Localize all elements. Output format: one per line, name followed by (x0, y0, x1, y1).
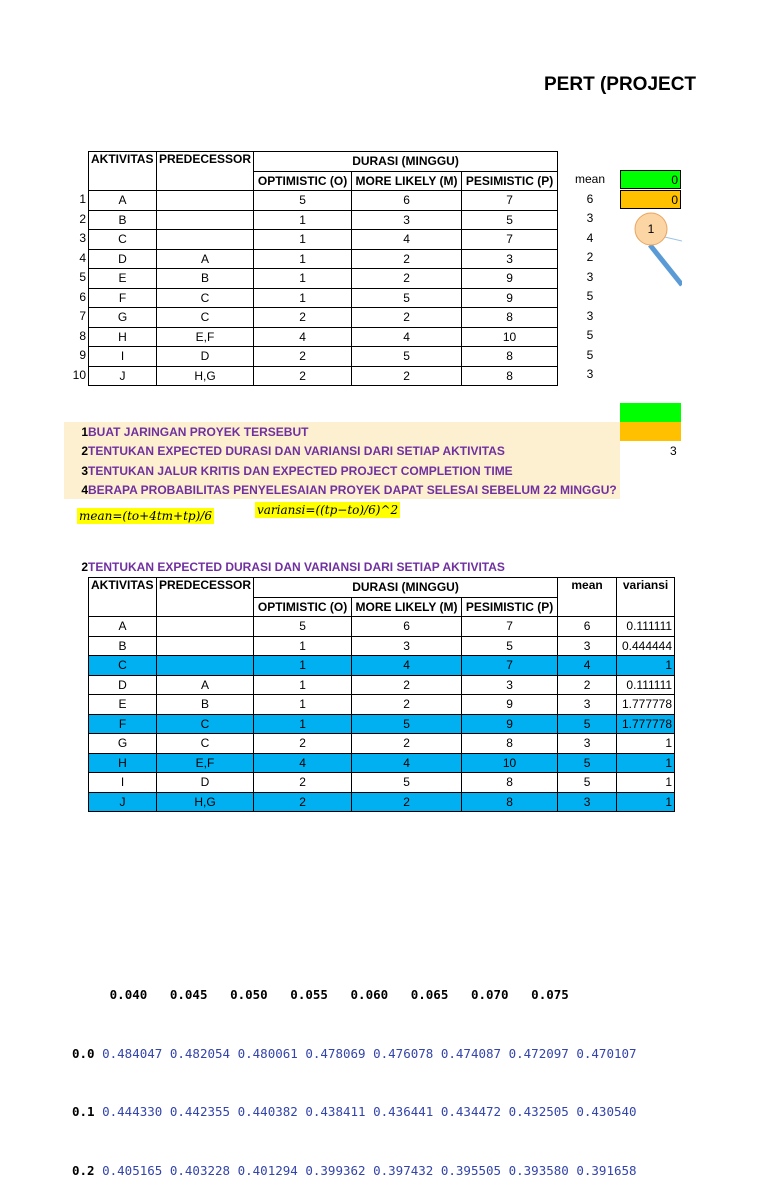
cell-pred: E,F (157, 753, 254, 773)
cell-akt: H (89, 327, 157, 347)
cell-o: 1 (254, 210, 352, 230)
table-row (89, 792, 675, 812)
table-row (89, 695, 675, 715)
table-row (89, 191, 558, 211)
row-number: 7 (79, 309, 86, 323)
cell-p: 9 (462, 269, 558, 289)
variance-table (88, 577, 675, 812)
cell-akt: F (89, 714, 157, 734)
header-predecessor: PREDECESSOR (157, 152, 254, 191)
mean-value: 3 (586, 367, 594, 381)
cell-o: 4 (254, 753, 352, 773)
cell-var: 1 (617, 773, 675, 793)
z-value: 0.436441 (373, 1104, 434, 1119)
cell-o: 5 (254, 191, 352, 211)
header-variansi: variansi (617, 578, 675, 617)
question-text: TENTUKAN EXPECTED DURASI DAN VARIANSI DARI SETIAP AKTIVITAS (88, 444, 505, 458)
table-row (89, 308, 558, 328)
cell-m: 2 (352, 249, 462, 269)
cell-m: 3 (352, 636, 462, 656)
cell-mean: 2 (558, 675, 617, 695)
row-number: 8 (79, 328, 86, 343)
cell-mean: 3 (558, 734, 617, 754)
cell-pred: C (157, 734, 254, 754)
cell-m: 4 (352, 327, 462, 347)
header-aktivitas: AKTIVITAS (89, 578, 157, 617)
question (64, 464, 513, 478)
cell-o: 1 (254, 636, 352, 656)
z-value: 0.393580 (508, 1162, 569, 1178)
table-row (89, 288, 558, 308)
mean-column (570, 170, 610, 385)
question-text: TENTUKAN JALUR KRITIS DAN EXPECTED PROJECT COMPLETION TIME (88, 464, 513, 478)
cell-m: 2 (352, 792, 462, 812)
table-row (89, 656, 675, 676)
cell-o: 1 (254, 249, 352, 269)
cell-p: 10 (462, 753, 558, 773)
normal-col-header: 0.075 (531, 987, 569, 1002)
cell-akt: A (89, 617, 157, 637)
network-diagram (620, 205, 682, 295)
mean-value: 5 (586, 328, 594, 342)
network-arrow (650, 245, 682, 285)
mean-formula: mean=(to+4tm+tp)/6 (79, 509, 212, 523)
normal-col-header: 0.065 (410, 987, 449, 1002)
normal-table-row (72, 1044, 637, 1064)
normal-table-row (72, 1161, 637, 1181)
cell-akt: A (89, 191, 157, 211)
z-label: 0.2 (72, 1162, 95, 1178)
cell-var: 0.444444 (617, 636, 675, 656)
cell-pred: E,F (157, 327, 254, 347)
cell-akt: E (89, 695, 157, 715)
cell-m: 4 (352, 230, 462, 250)
cell-akt: F (89, 288, 157, 308)
row-number: 9 (79, 348, 86, 362)
cell-pred (157, 191, 254, 211)
header-more-likely: MORE LIKELY (M) (352, 597, 462, 617)
header-aktivitas: AKTIVITAS (89, 152, 157, 191)
normal-table (72, 946, 637, 1200)
cell-akt: E (89, 269, 157, 289)
z-value: 0.401294 (237, 1162, 298, 1178)
question-number: 3 (81, 464, 88, 478)
row-numbers (0, 190, 88, 385)
cell-akt: I (89, 347, 157, 367)
cell-pred (157, 617, 254, 637)
normal-col-header: 0.055 (290, 987, 328, 1002)
cell-var: 1 (617, 753, 675, 773)
z-value: 0.403228 (169, 1162, 231, 1178)
cell-mean: 5 (558, 753, 617, 773)
cell-p: 8 (462, 792, 558, 812)
table-row (89, 675, 675, 695)
cell-p: 5 (462, 636, 558, 656)
cell-p: 9 (462, 288, 558, 308)
row-number: 4 (79, 250, 86, 265)
cell-o: 1 (254, 656, 352, 676)
question (64, 444, 505, 458)
cell-var: 0.111111 (617, 617, 675, 637)
cell-o: 4 (254, 327, 352, 347)
cell-pred: B (157, 695, 254, 715)
z-value: 0.434472 (440, 1104, 502, 1119)
header-more-likely: MORE LIKELY (M) (352, 171, 462, 191)
row-number: 2 (79, 211, 86, 226)
cell-mean: 3 (558, 695, 617, 715)
z-value: 0.472097 (508, 1045, 569, 1061)
cell-pred: H,G (157, 366, 254, 386)
cell-o: 5 (254, 617, 352, 637)
z-value: 0.432505 (508, 1104, 569, 1119)
cell-p: 5 (462, 210, 558, 230)
table-row (89, 617, 675, 637)
cell-m: 2 (352, 734, 462, 754)
mean-value: 6 (586, 191, 594, 206)
z-value: 0.391658 (576, 1162, 637, 1178)
cell-pred (157, 656, 254, 676)
mean-value: 4 (586, 230, 594, 245)
network-node-label: 1 (647, 222, 655, 236)
cell-pred: C (157, 288, 254, 308)
table-row (89, 734, 675, 754)
cell-akt: J (89, 366, 157, 386)
cell-akt: H (89, 753, 157, 773)
green-legend (620, 403, 681, 422)
mean-value: 2 (586, 250, 594, 264)
cell-mean: 5 (558, 714, 617, 734)
z-value: 0.438411 (305, 1104, 366, 1119)
table-row (89, 636, 675, 656)
table-row (89, 347, 558, 367)
cell-pred: H,G (157, 792, 254, 812)
cell-o: 2 (254, 792, 352, 812)
cell-akt: I (89, 773, 157, 793)
z-value: 0.395505 (440, 1162, 502, 1178)
z-value: 0.476078 (373, 1045, 434, 1061)
header-pesimistic: PESIMISTIC (P) (462, 597, 558, 617)
z-value: 0.442355 (169, 1104, 231, 1119)
cell-m: 6 (352, 191, 462, 211)
cell-m: 5 (352, 773, 462, 793)
cell-var: 1 (617, 792, 675, 812)
cell-akt: C (89, 656, 157, 676)
header-optimistic: OPTIMISTIC (O) (254, 171, 352, 191)
cell-pred: D (157, 347, 254, 367)
cell-p: 3 (462, 249, 558, 269)
cell-pred: D (157, 773, 254, 793)
cell-akt: B (89, 210, 157, 230)
z-value: 0.470107 (576, 1045, 637, 1061)
cell-mean: 4 (558, 656, 617, 676)
table-row (89, 366, 558, 386)
cell-akt: D (89, 249, 157, 269)
mean-value: 3 (586, 308, 594, 323)
side-number: 3 (670, 444, 677, 458)
cell-var: 1.777778 (617, 695, 675, 715)
z-value: 0.444330 (102, 1104, 163, 1119)
cell-var: 0.111111 (617, 675, 675, 695)
cell-o: 1 (254, 230, 352, 250)
cell-m: 2 (352, 695, 462, 715)
row-number: 6 (79, 289, 86, 304)
table-row (89, 210, 558, 230)
header-durasi: DURASI (MINGGU) (254, 152, 558, 172)
question-text: BERAPA PROBABILITAS PENYELESAIAN PROYEK DAPAT SELESAI SEBELUM 22 MINGGU? (88, 483, 617, 497)
activity-table (88, 151, 558, 386)
z-value: 0.399362 (305, 1162, 366, 1178)
section2-title: TENTUKAN EXPECTED DURASI DAN VARIANSI DARI SETIAP AKTIVITAS (88, 560, 505, 574)
row-number: 3 (79, 231, 86, 245)
row-number: 1 (79, 192, 86, 206)
header-pesimistic: PESIMISTIC (P) (462, 171, 558, 191)
cell-p: 8 (462, 366, 558, 386)
z-value: 0.478069 (305, 1045, 366, 1061)
z-value: 0.397432 (373, 1162, 434, 1178)
cell-pred (157, 230, 254, 250)
normal-col-header: 0.050 (230, 987, 268, 1002)
cell-pred: C (157, 714, 254, 734)
cell-p: 7 (462, 617, 558, 637)
cell-o: 1 (254, 675, 352, 695)
cell-var: 1 (617, 734, 675, 754)
cell-mean: 6 (558, 617, 617, 637)
cell-p: 3 (462, 675, 558, 695)
cell-m: 2 (352, 366, 462, 386)
cell-p: 7 (462, 191, 558, 211)
cell-akt: G (89, 308, 157, 328)
cell-p: 9 (462, 695, 558, 715)
cell-o: 1 (254, 695, 352, 715)
normal-col-header: 0.070 (470, 987, 509, 1002)
header-mean: mean (558, 578, 617, 617)
cell-m: 4 (352, 753, 462, 773)
cell-o: 2 (254, 734, 352, 754)
cell-m: 2 (352, 308, 462, 328)
orange-legend (620, 422, 681, 441)
question (64, 425, 308, 439)
z-label: 0.1 (72, 1104, 95, 1119)
cell-akt: B (89, 636, 157, 656)
row-number: 10 (72, 367, 86, 382)
cell-o: 2 (254, 366, 352, 386)
z-value: 0.430540 (576, 1104, 637, 1119)
orange-cell-value: 0 (671, 193, 678, 207)
question-text: BUAT JARINGAN PROYEK TERSEBUT (88, 425, 309, 439)
cell-o: 1 (254, 714, 352, 734)
z-value: 0.480061 (237, 1045, 298, 1061)
question-number: 1 (81, 425, 88, 439)
header-optimistic: OPTIMISTIC (O) (254, 597, 352, 617)
cell-pred: A (157, 249, 254, 269)
green-cell-value: 0 (671, 173, 678, 187)
cell-m: 6 (352, 617, 462, 637)
cell-p: 8 (462, 734, 558, 754)
green-cell (620, 170, 681, 189)
mean-header: mean (574, 172, 606, 186)
z-label: 0.0 (72, 1045, 95, 1061)
cell-var: 1.777778 (617, 714, 675, 734)
cell-m: 5 (352, 347, 462, 367)
table-row (89, 269, 558, 289)
question-number: 2 (81, 444, 88, 458)
cell-m: 2 (352, 269, 462, 289)
cell-akt: J (89, 792, 157, 812)
table-row (89, 249, 558, 269)
mean-value: 3 (586, 269, 594, 284)
mean-value: 5 (586, 347, 594, 362)
cell-var: 1 (617, 656, 675, 676)
cell-p: 8 (462, 308, 558, 328)
cell-mean: 3 (558, 792, 617, 812)
z-value: 0.484047 (102, 1045, 163, 1061)
header-predecessor: PREDECESSOR (157, 578, 254, 617)
table-row (89, 714, 675, 734)
cell-mean: 5 (558, 773, 617, 793)
table-row (89, 773, 675, 793)
cell-m: 4 (352, 656, 462, 676)
cell-pred: A (157, 675, 254, 695)
normal-table-header (72, 985, 637, 1005)
cell-o: 1 (254, 288, 352, 308)
cell-m: 5 (352, 714, 462, 734)
cell-p: 7 (462, 656, 558, 676)
page-title: PERT (PROJECT (544, 74, 697, 95)
cell-m: 5 (352, 288, 462, 308)
table-row (89, 327, 558, 347)
cell-pred: C (157, 308, 254, 328)
cell-o: 2 (254, 347, 352, 367)
z-value: 0.474087 (440, 1045, 502, 1061)
cell-p: 9 (462, 714, 558, 734)
variansi-formula: variansi=((tp−to)/6)^2 (257, 503, 399, 517)
cell-mean: 3 (558, 636, 617, 656)
cell-p: 8 (462, 347, 558, 367)
mean-value: 5 (586, 289, 594, 303)
cell-o: 2 (254, 773, 352, 793)
cell-akt: D (89, 675, 157, 695)
z-value: 0.405165 (102, 1162, 163, 1178)
section2-heading (64, 560, 505, 574)
cell-m: 3 (352, 210, 462, 230)
cell-pred: B (157, 269, 254, 289)
cell-akt: G (89, 734, 157, 754)
question-number: 4 (81, 483, 88, 497)
cell-p: 10 (462, 327, 558, 347)
cell-p: 7 (462, 230, 558, 250)
cell-pred (157, 210, 254, 230)
mean-value: 3 (586, 211, 594, 225)
cell-o: 1 (254, 269, 352, 289)
z-value: 0.482054 (169, 1045, 231, 1061)
header-durasi: DURASI (MINGGU) (254, 578, 558, 598)
table-row (89, 230, 558, 250)
normal-col-header: 0.060 (350, 987, 389, 1002)
table-row (89, 753, 675, 773)
cell-o: 2 (254, 308, 352, 328)
cell-p: 8 (462, 773, 558, 793)
cell-m: 2 (352, 675, 462, 695)
cell-akt: C (89, 230, 157, 250)
section2-number: 2 (81, 560, 88, 574)
z-value: 0.440382 (237, 1104, 298, 1119)
normal-table-row (72, 1102, 637, 1122)
row-number: 5 (79, 270, 86, 284)
question (64, 483, 617, 497)
normal-col-header: 0.040 (109, 987, 148, 1002)
normal-col-header: 0.045 (169, 987, 208, 1002)
cell-pred (157, 636, 254, 656)
